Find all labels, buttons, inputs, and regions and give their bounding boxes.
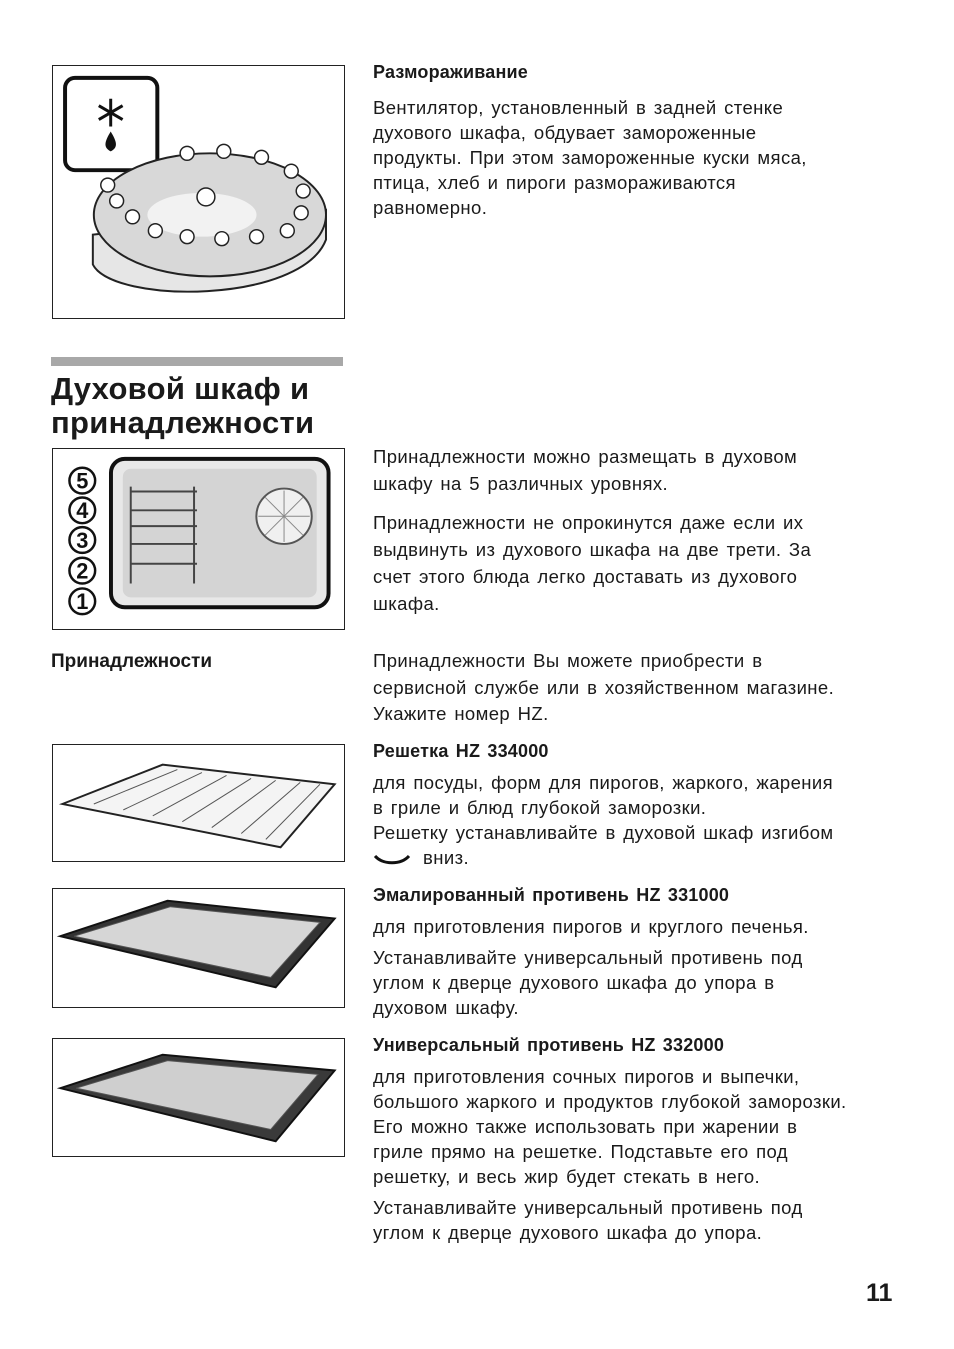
wire-rack-line: в гриле и блюд глубокой заморозки.: [373, 797, 707, 818]
universal-pan-line: для приготовления сочных пирогов и выпечки,: [373, 1066, 800, 1087]
universal-pan-line: большого жаркого и продуктов глубокой заморозки.: [373, 1091, 847, 1112]
defrost-line: Вентилятор, установленный в задней стенке: [373, 97, 784, 118]
wire-rack-illustration: [52, 744, 345, 862]
enamel-tray-line: духовом шкафу.: [373, 997, 519, 1018]
enamel-tray-line: углом к дверце духового шкафа до упора в: [373, 972, 775, 993]
universal-pan-illustration: [52, 1038, 345, 1157]
defrost-line: равномерно.: [373, 197, 488, 218]
universal-pan-line: решетку, и весь жир будет стекать в него.: [373, 1166, 761, 1187]
rack-frame: [62, 765, 334, 848]
levels-line: шкафу на 5 различных уровнях.: [373, 473, 669, 494]
wire-rack-line-last: вниз.: [373, 845, 834, 870]
wire-rack-heading: Решетка HZ 334000: [373, 741, 549, 761]
enamel-tray-heading: Эмалированный противень HZ 331000: [373, 885, 730, 905]
universal-pan-heading: Универсальный противень HZ 332000: [373, 1035, 725, 1055]
universal-pan-line: гриле прямо на решетке. Подставьте его под: [373, 1141, 788, 1162]
accessories-intro: [373, 648, 834, 728]
defrost-line: продукты. При этом замороженные куски мяса,: [373, 147, 807, 168]
section-title: Духовой шкаф и принадлежности: [51, 371, 315, 440]
level-2-label: 2: [76, 558, 89, 584]
universal-pan-line: углом к дверце духового шкафа до упора.: [373, 1222, 763, 1243]
defrost-line: духового шкафа, обдувает замороженные: [373, 122, 757, 143]
oven-levels-illustration: [52, 448, 345, 630]
universal-pan-text: [373, 1033, 847, 1245]
defrost-heading: Размораживание: [373, 62, 528, 82]
levels-line: выдвинуть из духового шкафа на две трети. За: [373, 539, 812, 560]
levels-line: Принадлежности можно размещать в духовом: [373, 446, 798, 467]
levels-line: шкафа.: [373, 593, 440, 614]
wire-rack-line: Решетку устанавливайте в духовой шкаф изгибом: [373, 822, 834, 843]
intro-line: сервисной службе или в хозяйственном магазине.: [373, 676, 835, 698]
intro-line: Принадлежности Вы можете приобрести в: [373, 650, 763, 671]
section-bar: [51, 357, 343, 366]
levels-line: Принадлежности не опрокинутся даже если их: [373, 512, 804, 533]
universal-pan-line: Его можно также использовать при жарении в: [373, 1116, 798, 1137]
levels-line: счет этого блюда легко доставать из духового: [373, 566, 798, 587]
enamel-tray-line: для приготовления пирогов и круглого печенья.: [373, 916, 809, 937]
enamel-tray-line: Устанавливайте универсальный противень под: [373, 947, 803, 968]
defrost-line: птица, хлеб и пироги размораживаются: [373, 172, 736, 193]
enamel-tray-text: [373, 883, 809, 1020]
intro-line: Укажите номер HZ.: [373, 703, 549, 724]
defrost-text: [373, 60, 807, 220]
level-5-label: 5: [76, 468, 89, 494]
defrost-illustration: [52, 65, 345, 319]
wire-rack-text: [373, 739, 834, 870]
accessories-title: Принадлежности: [51, 651, 213, 672]
wire-rack-line: для посуды, форм для пирогов, жаркого, жарения: [373, 772, 834, 793]
level-4-label: 4: [76, 498, 89, 524]
level-1-label: 1: [76, 589, 89, 615]
page-number: 11: [866, 1279, 893, 1307]
level-3-label: 3: [76, 527, 89, 553]
levels-text: [373, 443, 811, 617]
universal-pan-line: Устанавливайте универсальный противень под: [373, 1197, 803, 1218]
curve-down-icon: [373, 853, 411, 865]
enamel-tray-illustration: [52, 888, 345, 1008]
